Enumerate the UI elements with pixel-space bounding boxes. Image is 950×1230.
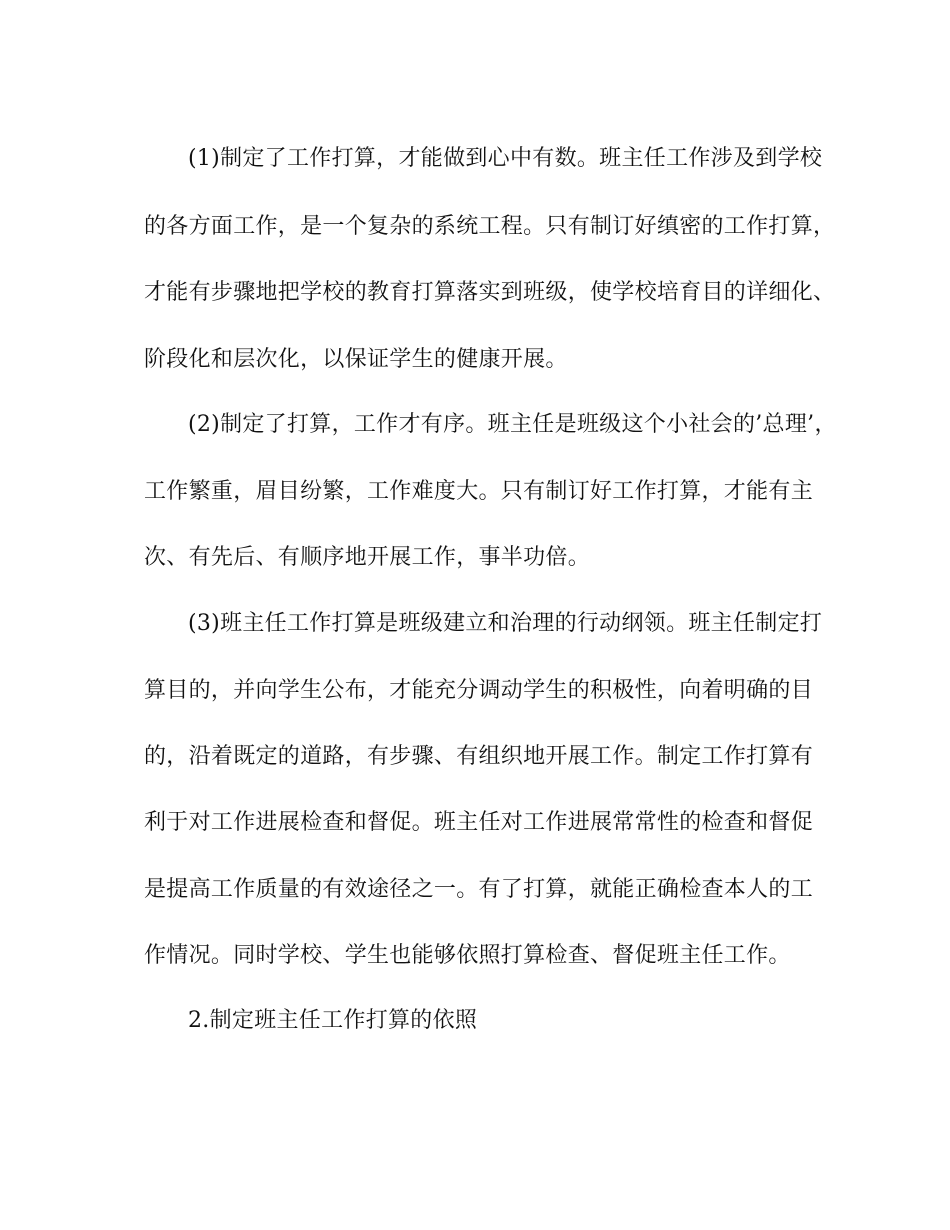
paragraph-3-line-5: 是提高工作质量的有效途径之一。有了打算，就能正确检查本人的工 bbox=[144, 877, 814, 902]
paragraph-1-line-3: 才能有步骤地把学校的教育打算落实到班级，使学校培育目的详细化、 bbox=[144, 280, 836, 305]
paragraph-3-line-6: 作情况。同时学校、学生也能够依照打算检查、督促班主任工作。 bbox=[144, 943, 791, 968]
paragraph-3-line-2: 算目的，并向学生公布，才能充分调动学生的积极性，向着明确的目 bbox=[144, 678, 814, 703]
paragraph-1-line-2: 的各方面工作，是一个复杂的系统工程。只有制订好缜密的工作打算， bbox=[144, 214, 836, 239]
paragraph-1-line-4: 阶段化和层次化，以保证学生的健康开展。 bbox=[144, 347, 568, 372]
paragraph-3-line-3: 的，沿着既定的道路，有步骤、有组织地开展工作。制定工作打算有 bbox=[144, 744, 814, 769]
paragraph-2-line-1: (2)制定了打算，工作才有序。班主任是班级这个小社会的’总理’， bbox=[188, 412, 837, 437]
paragraph-2-line-3: 次、有先后、有顺序地开展工作，事半功倍。 bbox=[144, 545, 591, 570]
paragraph-3-line-1: (3)班主任工作打算是班级建立和治理的行动纲领。班主任制定打 bbox=[188, 611, 823, 636]
paragraph-2-line-2: 工作繁重，眉目纷繁，工作难度大。只有制订好工作打算，才能有主 bbox=[144, 479, 814, 504]
paragraph-1-line-1: (1)制定了工作打算，才能做到心中有数。班主任工作涉及到学校 bbox=[188, 146, 823, 171]
paragraph-3-line-4: 利于对工作进展检查和督促。班主任对工作进展常常性的检查和督促 bbox=[144, 810, 814, 835]
section-heading: 2.制定班主任工作打算的依照 bbox=[188, 1008, 478, 1033]
